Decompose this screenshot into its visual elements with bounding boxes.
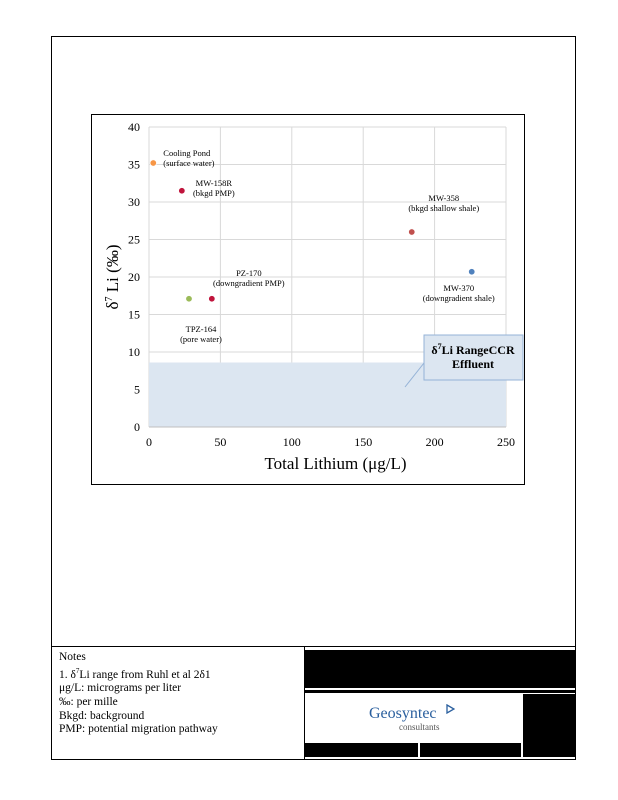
callout-sup: 7 bbox=[437, 342, 442, 351]
y-tick-label: 0 bbox=[134, 420, 140, 434]
notes-item-1-sup: 7 bbox=[75, 666, 80, 675]
x-axis-title: Total Lithium (μg/L) bbox=[264, 454, 407, 473]
data-point-mw-370 bbox=[469, 269, 475, 275]
y-tick-label: 5 bbox=[134, 382, 140, 397]
notes-units: μg/L: micrograms per liter bbox=[59, 682, 182, 695]
callout-label-line1 bbox=[431, 342, 515, 357]
y-axis-title bbox=[103, 245, 122, 310]
title-block-bar-bottom-mid bbox=[420, 743, 521, 757]
y-tick-label: 40 bbox=[128, 120, 140, 134]
title-block-bar-bottom-left bbox=[305, 743, 418, 757]
company-logo-name: Geosyntec bbox=[369, 705, 437, 722]
y-tick-label: 25 bbox=[128, 232, 140, 247]
y-title-text: Li (‰) bbox=[103, 244, 122, 297]
title-block-rule bbox=[305, 690, 576, 693]
notes-item-1-prefix: 1. δ bbox=[59, 668, 76, 681]
logo-arrow-icon bbox=[446, 704, 455, 714]
scatter-chart bbox=[92, 115, 524, 484]
data-label-mw-158r: (bkgd PMP) bbox=[192, 187, 235, 198]
chart-frame bbox=[91, 114, 525, 485]
callout-text: Li RangeCCR bbox=[441, 343, 515, 357]
notes-heading: Notes bbox=[59, 651, 86, 663]
data-point-mw-158r bbox=[179, 188, 185, 194]
x-tick-label: 0 bbox=[146, 435, 152, 449]
x-tick-label: 250 bbox=[497, 435, 515, 449]
x-tick-label: 50 bbox=[214, 435, 227, 449]
notes-pmp: PMP: potential migration pathway bbox=[59, 723, 218, 736]
data-label-mw-358: MW-358 bbox=[428, 193, 460, 203]
data-label-pz-170: PZ-170 bbox=[236, 267, 262, 278]
x-tick-label: 100 bbox=[282, 435, 301, 449]
y-tick-label: 30 bbox=[128, 195, 140, 209]
data-label-cooling-pond: Cooling Pond bbox=[163, 148, 211, 158]
title-block-bar-top bbox=[305, 650, 576, 688]
notes-bkgd: Bkgd: background bbox=[59, 709, 145, 722]
data-point-pz-170 bbox=[209, 296, 215, 302]
notes-block bbox=[59, 651, 299, 737]
data-label-pz-170: (downgradient PMP) bbox=[213, 277, 285, 288]
data-label-mw-158r: MW-158R bbox=[195, 177, 233, 188]
data-point-mw-358 bbox=[409, 229, 415, 235]
notes-item-1-text: Li range from Ruhl et al 2δ1 bbox=[79, 668, 211, 681]
data-label-tpz-164: (pore water) bbox=[180, 333, 222, 344]
data-point-cooling-pond bbox=[150, 160, 156, 166]
notes-permille: ‰: per mille bbox=[59, 695, 118, 708]
x-tick-label: 200 bbox=[425, 435, 444, 449]
title-block-bar-right bbox=[523, 694, 576, 757]
company-logo-subtitle: consultants bbox=[399, 722, 440, 732]
y-title-delta: δ bbox=[103, 301, 122, 310]
data-label-cooling-pond: (surface water) bbox=[163, 158, 215, 168]
data-label-mw-370: MW-370 bbox=[443, 282, 475, 293]
callout-delta: δ bbox=[431, 343, 438, 357]
data-label-mw-370: (downgradient shale) bbox=[422, 292, 495, 303]
y-tick-label: 35 bbox=[128, 157, 140, 172]
data-label-tpz-164: TPZ-164 bbox=[185, 323, 217, 334]
data-label-mw-358: (bkgd shallow shale) bbox=[408, 203, 480, 213]
x-tick-label: 150 bbox=[354, 435, 373, 449]
y-tick-label: 10 bbox=[128, 345, 140, 359]
footer-divider bbox=[51, 646, 576, 647]
y-tick-label: 15 bbox=[128, 307, 140, 322]
y-tick-label: 20 bbox=[128, 270, 140, 284]
data-point-tpz-164 bbox=[186, 296, 192, 302]
notes-item-1 bbox=[59, 665, 299, 683]
y-title-sup: 7 bbox=[104, 296, 115, 302]
callout-label-line2: Effluent bbox=[452, 357, 494, 371]
